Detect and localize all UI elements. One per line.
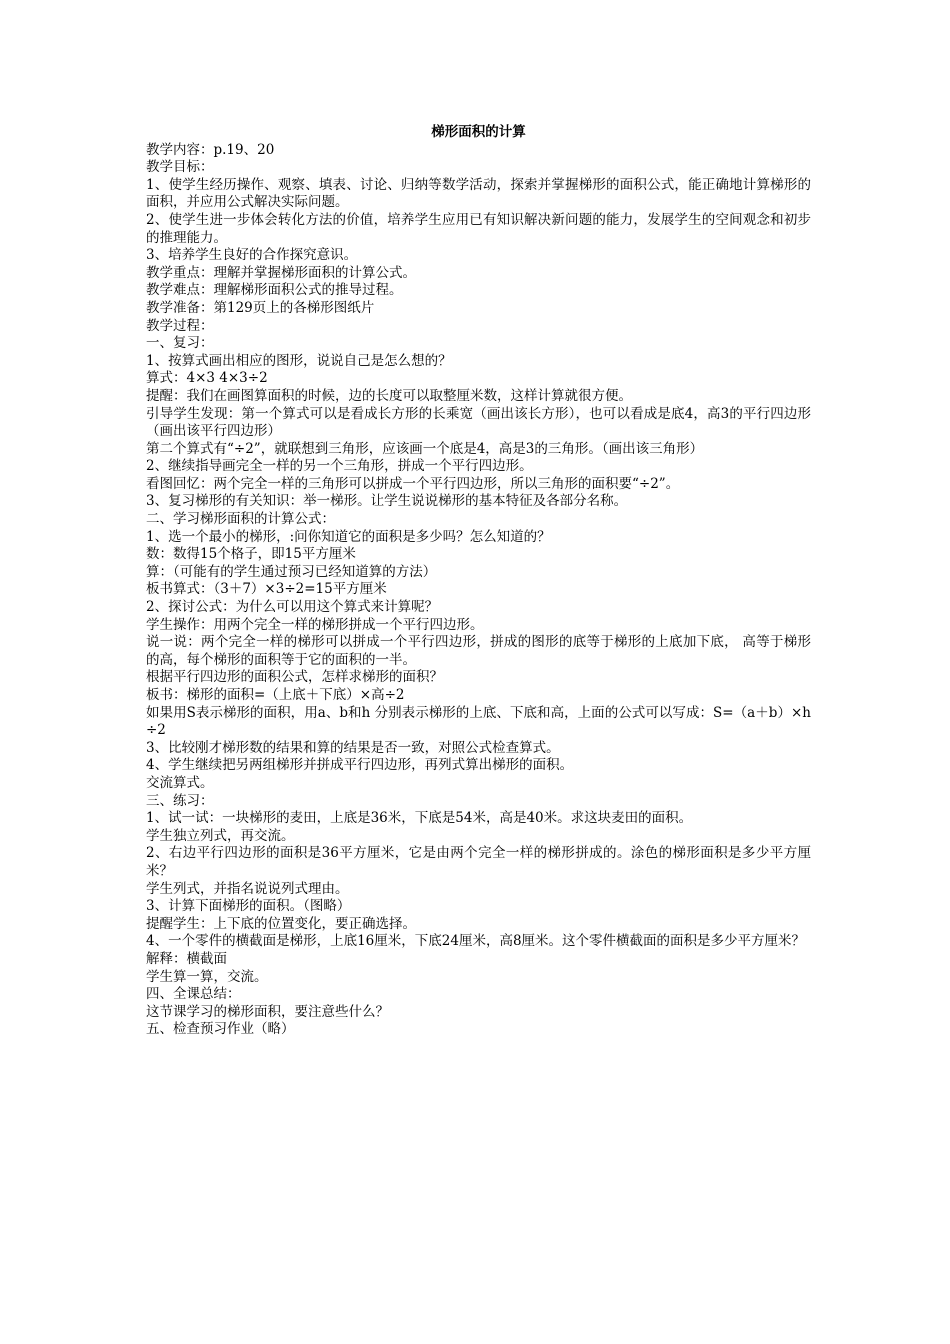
text-line: 五、检查预习作业（略） — [146, 1021, 295, 1038]
text-line: 根据平行四边形的面积公式，怎样求梯形的面积？ — [146, 669, 443, 686]
text-line: 板书算式：（3＋7）×3÷2=15平方厘米 — [146, 581, 387, 598]
text-line: 2、使学生进一步体会转化方法的价值，培养学生应用已有知识解决新问题的能力，发展学生的空间观念和初步的推理能力。 — [146, 211, 811, 246]
text-line: 数：数得15个格子，即15平方厘米 — [146, 546, 356, 563]
text-line: 4、学生继续把另两组梯形并拼成平行四边形，再列式算出梯形的面积。 — [146, 757, 574, 774]
text-line: 二、学习梯形面积的计算公式： — [146, 511, 335, 528]
text-line: 如果用S表示梯形的面积，用a、b和h 分别表示梯形的上底、下底和高，上面的公式可以写成：S=（a＋b）×h÷2 — [146, 704, 811, 739]
text-line: 3、复习梯形的有关知识：举一梯形。让学生说说梯形的基本特征及各部分名称。 — [146, 493, 628, 510]
text-line: 教学过程： — [146, 317, 214, 334]
text-line: 解释：横截面 — [146, 950, 227, 967]
text-line: 提醒学生：上下底的位置变化，要正确选择。 — [146, 915, 416, 932]
text-line: 学生算一算，交流。 — [146, 968, 268, 985]
text-line: 算式：4×3 4×3÷2 — [146, 370, 268, 387]
text-line: 3、培养学生良好的合作探究意识。 — [146, 247, 358, 264]
text-line: 1、试一试：一块梯形的麦田，上底是36米，下底是54米，高是40米。求这块麦田的面积。 — [146, 810, 693, 827]
text-line: 四、全课总结： — [146, 986, 241, 1003]
text-line: 2、右边平行四边形的面积是36平方厘米，它是由两个完全一样的梯形拼成的。涂色的梯形面积是多少平方厘米？ — [146, 845, 811, 879]
text-line: 教学目标： — [146, 159, 214, 176]
text-line: 3、比较刚才梯形数的结果和算的结果是否一致，对照公式检查算式。 — [146, 739, 560, 756]
text-line: 引导学生发现：第一个算式可以是看成长方形的长乘宽（画出该长方形），也可以看成是底4，高3的平行四边形（画出该平行四边形） — [146, 405, 811, 440]
text-line: 1、选一个最小的梯形，:问你知道它的面积是多少吗？怎么知道的？ — [146, 528, 551, 545]
document-page — [146, 124, 811, 1039]
text-line: 1、按算式画出相应的图形，说说自己是怎么想的？ — [146, 352, 452, 369]
text-line: 教学内容：p.19、20 — [146, 141, 275, 158]
text-line: 教学准备：第129页上的各梯形图纸片 — [146, 299, 375, 316]
text-line: 三、练习： — [146, 792, 214, 809]
text-line: 学生独立列式，再交流。 — [146, 827, 295, 844]
text-line: 2、继续指导画完全一样的另一个三角形，拼成一个平行四边形。 — [146, 458, 533, 475]
text-line: 第二个算式有“÷2”，就联想到三角形，应该画一个底是4，高是3的三角形。（画出该三角形） — [146, 440, 704, 457]
text-line: 3、计算下面梯形的面积。（图略） — [146, 898, 351, 915]
text-line: 4、一个零件的横截面是梯形，上底16厘米，下底24厘米，高8厘米。这个零件横截面的面积是多少平方厘米？ — [146, 933, 806, 950]
text-line: 教学难点：理解梯形面积公式的推导过程。 — [146, 282, 403, 299]
text-line: 交流算式。 — [146, 774, 214, 791]
text-line: 这节课学习的梯形面积，要注意些什么？ — [146, 1003, 389, 1020]
text-line: 看图回忆：两个完全一样的三角形可以拼成一个平行四边形，所以三角形的面积要“÷2”。 — [146, 475, 680, 492]
text-line: 学生列式，并指名说说列式理由。 — [146, 880, 349, 897]
text-line: 2、探讨公式：为什么可以用这个算式来计算呢？ — [146, 599, 439, 616]
document-title: 梯形面积的计算 — [431, 124, 526, 140]
text-line: 算：（可能有的学生通过预习已经知道算的方法） — [146, 563, 437, 580]
text-line: 一、复习： — [146, 335, 214, 352]
text-line: 教学重点：理解并掌握梯形面积的计算公式。 — [146, 264, 416, 281]
text-line: 板书：梯形的面积=（上底＋下底）×高÷2 — [146, 687, 405, 703]
text-line: 1、使学生经历操作、观察、填表、讨论、归纳等数学活动，探索并掌握梯形的面积公式，能正确地计算梯形的面积，并应用公式解决实际问题。 — [146, 176, 811, 211]
document-body — [146, 142, 811, 1039]
text-line: 提醒：我们在画图算面积的时候，边的长度可以取整厘米数，这样计算就很方便。 — [146, 387, 632, 404]
text-line: 说一说：两个完全一样的梯形可以拼成一个平行四边形，拼成的图形的底等于梯形的上底加下底， 高等于梯形的高，每个梯形的面积等于它的面积的一半。 — [146, 634, 811, 668]
text-line: 学生操作：用两个完全一样的梯形拼成一个平行四边形。 — [146, 616, 484, 633]
